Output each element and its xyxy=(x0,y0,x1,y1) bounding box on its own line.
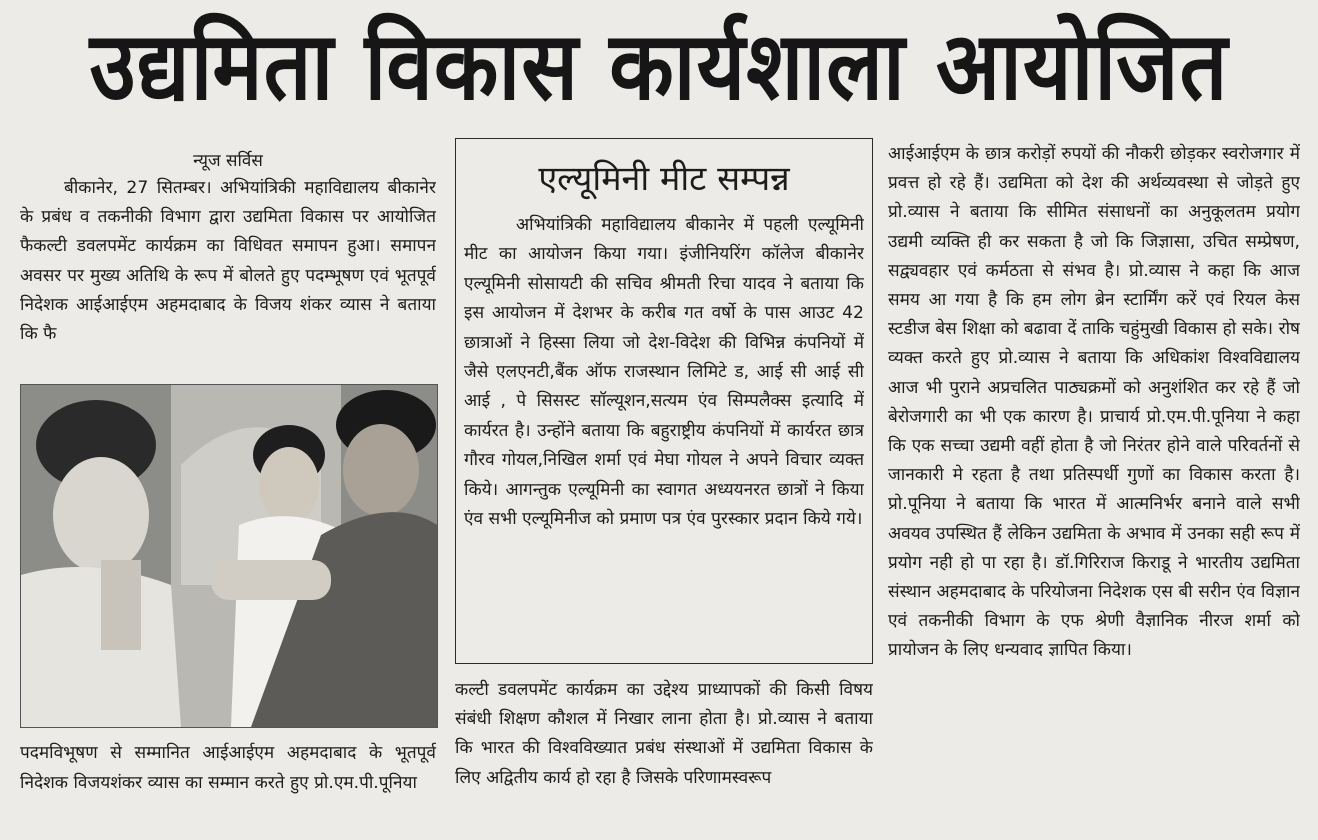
article-continuation: कल्टी डवलपमेंट कार्यक्रम का उद्देश्य प्राध्यापकों की किसी विषय संबंधी शिक्षण कौशल में निखार लाना होता है। प्रो.व्यास ने बताया कि भारत की विश्वविख्यात प्रबंध संस्थाओं में उद्यमिता विकास के लिए अद्वितीय कार्य हो रहा है जिसके परिणामस्वरूप xyxy=(455,680,873,788)
article-column-right: आईआईएम के छात्र करोड़ों रुपयों की नौकरी छोड़कर स्वरोजगार में प्रवत्त हो रहे हैं। उद्यमिता को देश की अर्थव्यवस्था से जोड़ते हुए प्रो.व्यास ने बताया कि सीमित संसाधनों का अनुकूलतम प्रयोग उद्यमी व्यक्ति ही कर सकता है जो कि जिज्ञासा, उचित सम्प्रेषण, सद्व्यवहार एवं कर्मठता से संभव है। प्रो.व्यास ने कहा कि आज समय आ गया है कि हम लोग ब्रेन स्टार्मिंग करें एवं रियल केस स्टडीज बेस शिक्षा को बढावा दें ताकि चहुंमुखी विकास हो सके। रोष व्यक्त करते हुए प्रो.व्यास ने बताया कि अधिकांश विश्वविद्यालय आज भी पुराने अप्रचलित पाठ्यक्रमों को अनुशंशित कर रहे हैं जो बेरोजगारी का भी एक कारण है। प्राचार्य प्रो.एम.पी.पूनिया ने कहा कि एक सच्चा उद्यमी वहीं होता है जो निरंतर होने वाले परिवर्तनों से जानकारी मे रहता है तथा प्रतिस्पर्धी गुणों का विकास करता है। प्रो.पूनिया ने बताया कि भारत में आत्मनिर्भर बनाने वाले सभी अवयव उपस्थित हैं लेकिन उद्यमिता के अभाव में उनका सही रूप में प्रयोग नही हो पा रहा है। डॉ.गिरिराज किराडू ने भारतीय उद्यमिता संस्थान अहमदाबाद के परियोजना निदेशक एस बी सरीन एंव विज्ञान एवं तकनीकी विभाग के एफ श्रेणी वैज्ञानिक नीरज शर्मा को प्रायोजन के लिए धन्यवाद ज्ञापित किया। xyxy=(888,144,1300,661)
box-body: अभियांत्रिकी महाविद्यालय बीकानेर में पहली एल्यूमिनी मीट का आयोजन किया गया। इंजीनियरिंग कॉलेज बीकानेर एल्यूमिनी सोसायटी की सचिव श्रीमती रिचा यादव ने बताया कि इस आयोजन में देशभर के करीब गत वर्षो के पास आउट 42 छात्राओं ने हिस्सा लिया जो देश-विदेश की विभिन्न कंपनियों में जैसे एलएनटी,बैंक ऑफ राजस्थान लिमिटे ड, आई सी आई सी आई , पे सिसस्ट सॉल्यूशन,सत्यम एंव सिम्पलैक्स इत्यादि में कार्यरत है। उन्होंने बताया कि बहुराष्ट्रीय कंपनियों में कार्यरत छात्र गौरव गोयल,निखिल शर्मा एवं मेघा गोयल ने अपने विचार व्यक्त किये। आगन्तुक एल्यूमिनी का स्वागत अध्ययनरत छात्रों ने किया एंव सभी एल्यूमिनीज को प्रमाण पत्र एंव पुरस्कार प्रदान किये गये। xyxy=(464,215,864,530)
article-column-left xyxy=(20,150,436,394)
article-lead: बीकानेर, 27 सितम्बर। अभियांत्रिकी महाविद्यालय बीकानेर के प्रबंध व तकनीकी विभाग द्वारा उद्यमिता विकास पर आयोजित फैकल्टी डवलपमेंट कार्यक्रम का विधिवत समापन हुआ। समापन अवसर पर मुख्य अतिथि के रूप में बोलते हुए पदम्भूषण एवं भूतपूर्व निदेशक आईआईएम अहमदाबाद के विजय शंकर व्यास ने बताया कि फै xyxy=(20,178,436,345)
byline: न्यूज सर्विस xyxy=(193,151,263,171)
photo-caption: पदमविभूषण से सम्मानित आईआईएम अहमदाबाद के भूतपूर्व निदेशक विजयशंकर व्यास का सम्मान करते हुए प्रो.एम.पी.पूनिया xyxy=(20,743,436,793)
headline: उद्यमिता विकास कार्यशाला आयोजित xyxy=(89,11,1229,121)
sidebar-box xyxy=(455,138,873,664)
news-photo xyxy=(20,384,438,728)
box-title: एल्यूमिनी मीट सम्पन्न xyxy=(538,159,790,199)
